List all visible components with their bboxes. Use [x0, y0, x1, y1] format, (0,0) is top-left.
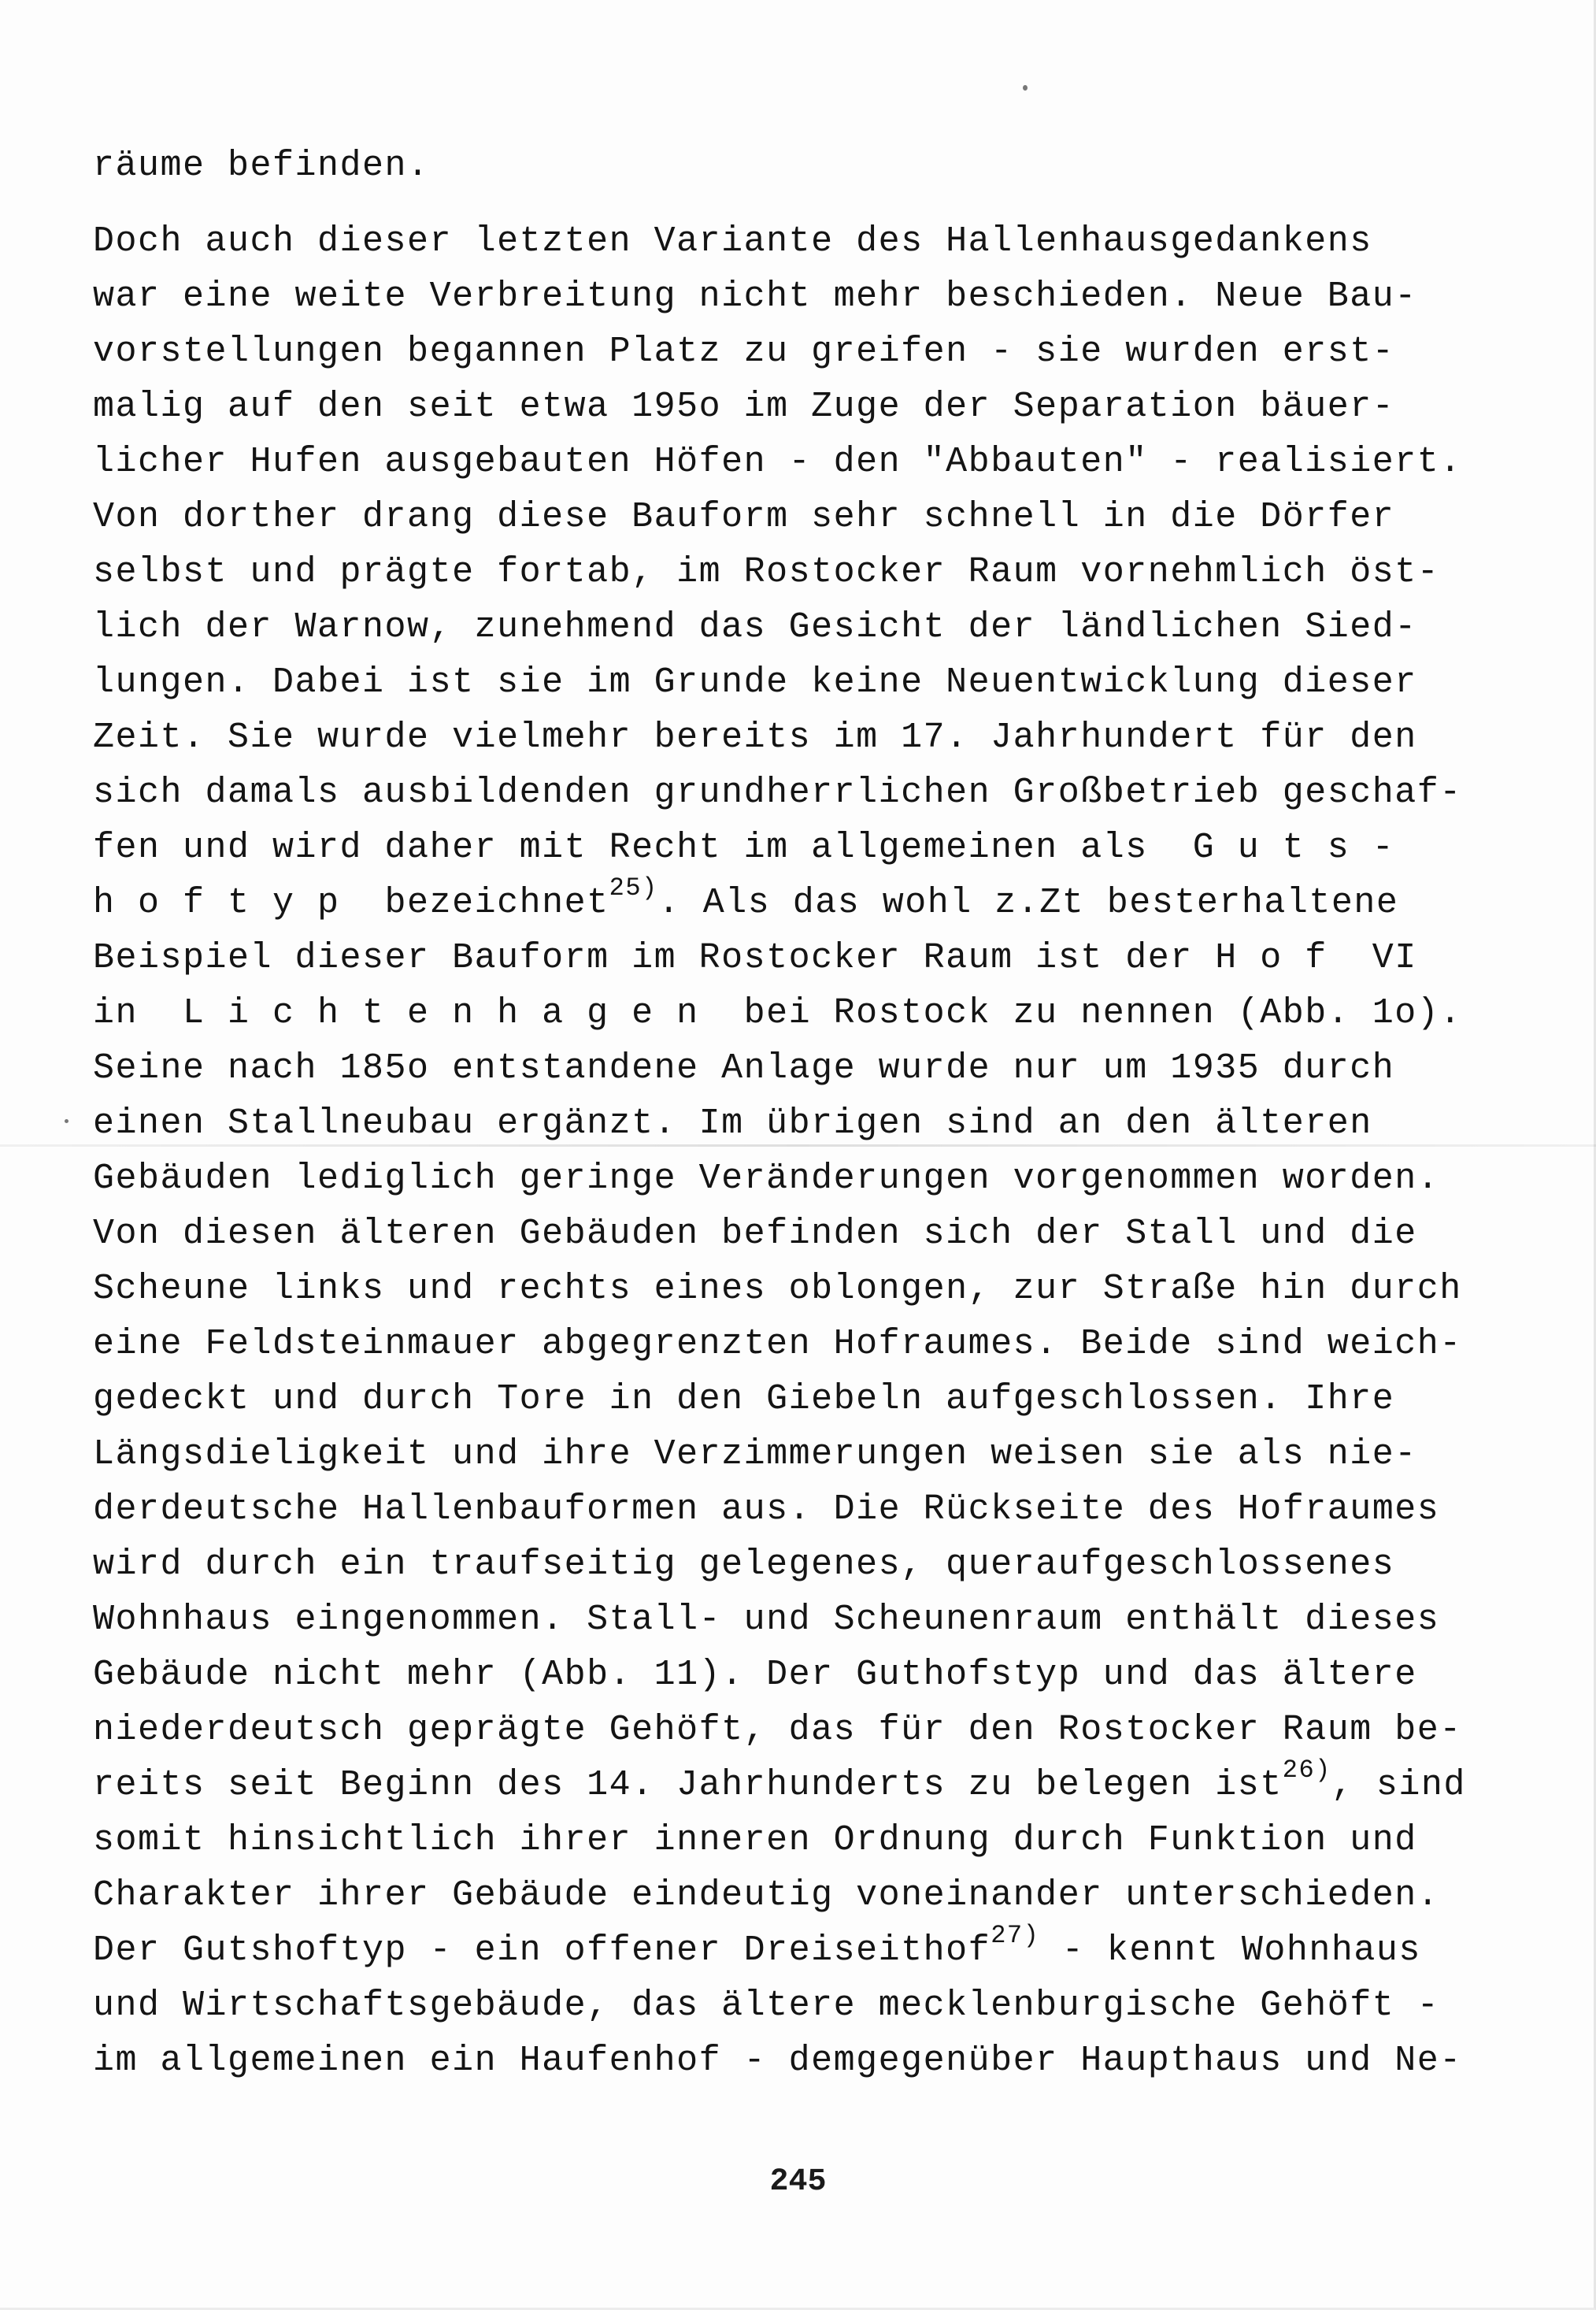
text-segment: selbst und prägte fortab, im Rostocker Raum vornehmlich öst- [93, 552, 1440, 592]
scan-speck [1023, 85, 1028, 91]
text-line [93, 214, 1510, 269]
text-segment: vorstellungen begannen Platz zu greifen - sie wurden erst- [93, 332, 1395, 372]
text-segment: Scheune links und rechts eines oblongen, zur Straße hin durch [93, 1269, 1462, 1309]
text-segment: einen Stallneubau ergänzt. Im übrigen sind an den älteren [93, 1103, 1372, 1144]
text-segment: lich der Warnow, zunehmend das Gesicht der ländlichen Sied- [93, 607, 1417, 647]
page-number: 245 [769, 2164, 827, 2200]
text-line [93, 1758, 1510, 1813]
text-segment: Doch auch dieser letzten Variante des Hallenhausgedankens [93, 221, 1372, 261]
text-segment: eine Feldsteinmauer abgegrenzten Hofraumes. Beide sind weich- [93, 1324, 1462, 1364]
text-line [93, 1262, 1510, 1317]
text-segment: lungen. Dabei ist sie im Grunde keine Neuentwicklung dieser [93, 662, 1417, 703]
text-line [93, 1207, 1510, 1262]
text-line [93, 269, 1510, 324]
text-segment: malig auf den seit etwa 195o im Zuge der Separation bäuer- [93, 387, 1395, 427]
text-line [93, 710, 1510, 766]
text-line [93, 1096, 1510, 1151]
text-line [93, 986, 1510, 1041]
text-segment: Charakter ihrer Gebäude eindeutig voneinander unterschieden. [93, 1875, 1440, 1915]
text-segment: Beispiel dieser Bauform im Rostocker Raum ist der H o f VI [93, 938, 1417, 978]
text-segment: im allgemeinen ein Haufenhof - demgegenüber Haupthaus und Ne- [93, 2041, 1462, 2081]
text-line [93, 873, 1510, 931]
text-line [93, 821, 1510, 876]
text-line [93, 655, 1510, 710]
text-line [93, 490, 1510, 545]
text-segment: - kennt Wohnhaus [1039, 1930, 1421, 1971]
text-line [93, 1648, 1510, 1703]
text-segment: gedeckt und durch Tore in den Giebeln aufgeschlossen. Ihre [93, 1379, 1395, 1419]
text-line [93, 1482, 1510, 1537]
text-segment: derdeutsche Hallenbauformen aus. Die Rückseite des Hofraumes [93, 1489, 1440, 1529]
text-line [93, 324, 1510, 380]
text-line [93, 600, 1510, 655]
footnote-ref: 26) [1282, 1756, 1331, 1785]
text-segment: Gebäuden lediglich geringe Veränderungen vorgenommen worden. [93, 1159, 1440, 1199]
text-segment: Von dorther drang diese Bauform sehr schnell in die Dörfer [93, 497, 1395, 537]
text-line [93, 1041, 1510, 1096]
text-line [93, 1923, 1510, 1978]
text-segment: und Wirtschaftsgebäude, das ältere mecklenburgische Gehöft - [93, 1986, 1440, 2026]
text-line [93, 380, 1510, 435]
footnote-ref: 25) [609, 873, 658, 903]
text-segment: licher Hufen ausgebauten Höfen - den "Abbauten" - realisiert. [93, 442, 1462, 482]
text-segment: Längsdieligkeit und ihre Verzimmerungen weisen sie als nie- [93, 1434, 1417, 1474]
text-line [93, 1813, 1510, 1868]
text-segment: Wohnhaus eingenommen. Stall- und Scheunenraum enthält dieses [93, 1600, 1440, 1640]
text-segment: räume befinden. [93, 146, 430, 186]
text-line [93, 435, 1510, 490]
text-line [93, 139, 1510, 194]
text-segment: Der Gutshoftyp - ein offener Dreiseithof [93, 1930, 991, 1971]
text-line [93, 1703, 1510, 1758]
text-line [93, 766, 1510, 821]
body-text [93, 139, 1510, 2089]
text-segment: niederdeutsch geprägte Gehöft, das für den Rostocker Raum be- [93, 1710, 1462, 1750]
text-line [93, 1372, 1510, 1427]
text-segment: Seine nach 185o entstandene Anlage wurde nur um 1935 durch [93, 1048, 1395, 1088]
text-line [93, 1537, 1510, 1593]
text-line [93, 1317, 1510, 1372]
text-line [93, 2034, 1510, 2089]
text-segment: h o f t y p bezeichnet [93, 883, 609, 923]
text-line [93, 1978, 1510, 2034]
text-segment: somit hinsichtlich ihrer inneren Ordnung durch Funktion und [93, 1820, 1417, 1860]
footnote-ref: 27) [991, 1921, 1040, 1950]
text-segment: in L i c h t e n h a g e n bei Rostock zu nennen (Abb. 1o). [93, 993, 1462, 1033]
text-line [93, 545, 1510, 600]
text-segment: war eine weite Verbreitung nicht mehr beschieden. Neue Bau- [93, 276, 1417, 317]
text-line [93, 1593, 1510, 1648]
text-line [93, 1151, 1510, 1207]
text-segment: Zeit. Sie wurde vielmehr bereits im 17. Jahrhundert für den [93, 717, 1417, 758]
text-segment: . Als das wohl z.Zt besterhaltene [657, 883, 1399, 923]
text-segment: Von diesen älteren Gebäuden befinden sich der Stall und die [93, 1214, 1417, 1254]
text-line [93, 931, 1510, 986]
text-line [93, 1868, 1510, 1923]
text-segment: reits seit Beginn des 14. Jahrhunderts zu belegen ist [93, 1765, 1283, 1805]
text-segment: sich damals ausbildenden grundherrlichen Großbetrieb geschaf- [93, 773, 1462, 813]
text-line [93, 1427, 1510, 1482]
text-segment: Gebäude nicht mehr (Abb. 11). Der Guthofstyp und das ältere [93, 1655, 1417, 1695]
text-segment: , sind [1331, 1765, 1466, 1805]
scan-speck [65, 1119, 69, 1123]
text-segment: fen und wird daher mit Recht im allgemeinen als G u t s - [93, 828, 1395, 868]
text-segment: wird durch ein traufseitig gelegenes, queraufgeschlossenes [93, 1544, 1395, 1585]
